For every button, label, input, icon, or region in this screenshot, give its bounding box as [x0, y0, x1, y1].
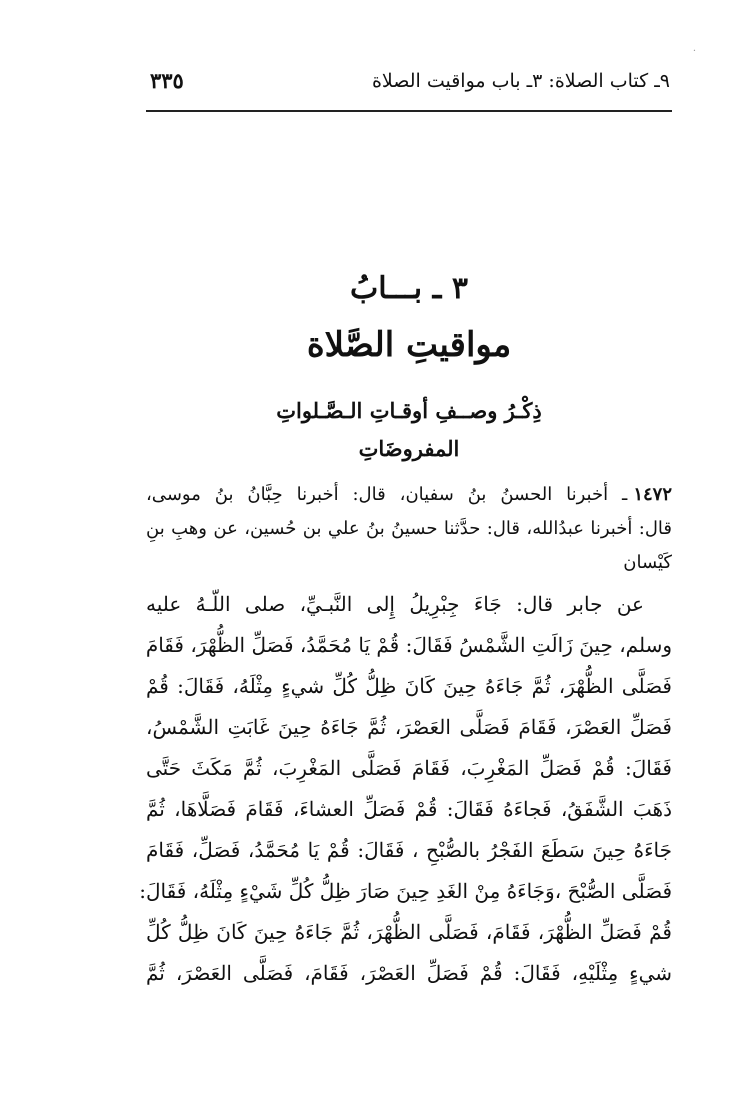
isnad-line: [146, 478, 672, 512]
header-divider: [146, 110, 672, 112]
matn-line: وسلم، حِينَ زَالَتِ الشَّمْسُ فَقَالَ: قُمْ يَا مُحَمَّدُ، فَصَلِّ الظُّهْرَ، فَقَامَ: [145, 633, 672, 657]
section-heading-line-2: المفروضَاتِ: [358, 436, 460, 461]
isnad-line: قال: أخبرنا عبدُالله، قال: حدَّثنا حسينُ بنُ علي بن حُسين، عن وهبِ بنِ: [146, 518, 672, 539]
section-heading: [146, 392, 672, 468]
matn-line: قُمْ فَصَلِّ الظُّهْرَ، فَقَامَ، فَصَلَّى الظُّهْرَ، ثُمَّ جَاءَهُ حِينَ كَانَ ظِلُّ كُلِّ: [146, 920, 672, 944]
hadith-isnad: [146, 478, 672, 580]
matn-line: فَصَلَّى الظُّهْرَ، ثُمَّ جَاءَهُ حِينَ كَانَ ظِلُّ كُلِّ شيءٍ مِثْلَهُ، فَقَالَ: قُمْ: [146, 674, 672, 698]
matn-line: عن جابر قال: جَاءَ جِبْرِيلُ إِلى النَّبـيِّ، صلى اللّـهُ عليه: [146, 592, 644, 616]
page-header: [150, 64, 670, 104]
isnad-line: كَيْسان: [623, 552, 672, 573]
hadith-matn: [139, 584, 672, 994]
isnad-line-text: ـ أخبرنا الحسنُ بنُ سفيان، قال: أخبرنا حِبَّانُ بنُ موسى،: [146, 484, 628, 505]
chapter-number: ٣ ـ بـــابُ: [350, 271, 468, 306]
matn-line: فَصَلَّى الصُّبْحَ ،وَجَاءَهُ مِنْ الغَدِ حِينَ صَارَ ظِلُّ كُلِّ شَيْءٍ مِثْلَهُ، فَقَالَ:: [139, 879, 672, 903]
chapter-heading: [146, 262, 672, 374]
matn-line: ذَهَبَ الشَّفَقُ، فَجاءَهُ فَقَالَ: قُمْ فَصَلِّ العشاءَ، فَقَامَ فَصَلَّاهَا، ثُمَّ: [146, 797, 672, 821]
matn-line: شيءٍ مِثْلَيْهِ، فَقَالَ: قُمْ فَصَلِّ العَصْرَ، فَقَامَ، فَصَلَّى العَصْرَ، ثُمَّ: [146, 961, 672, 985]
matn-line: فَقَالَ: قُمْ فَصَلِّ المَغْرِبَ، فَقَامَ فَصَلَّى المَغْرِبَ، ثُمَّ مَكَثَ حَتَّى: [146, 756, 672, 780]
running-title: ٩ـ كتاب الصلاة: ٣ـ باب مواقيت الصلاة: [371, 70, 670, 92]
matn-line: جَاءَهُ حِينَ سَطَعَ الفَجْرُ بالصُّبْحِ ، فَقَالَ: قُمْ يَا مُحَمَّدُ، فَصَلِّ، فَقَامَ: [146, 838, 672, 862]
chapter-title: مواقيتِ الصَّلاة: [306, 325, 512, 365]
matn-line: فَصَلِّ العَصْرَ، فَقَامَ فَصَلَّى العَصْرَ، ثُمَّ جَاءَهُ حِينَ غَابَتِ الشَّمْسُ،: [146, 715, 672, 739]
hadith-number: ١٤٧٢: [633, 484, 672, 505]
section-heading-line-1: ذِكْـرُ وصــفِ أوقـاتِ الـصَّـلواتِ: [276, 398, 542, 423]
corner-mark: ·: [692, 46, 696, 57]
page-number: ٣٣٥: [150, 68, 184, 93]
